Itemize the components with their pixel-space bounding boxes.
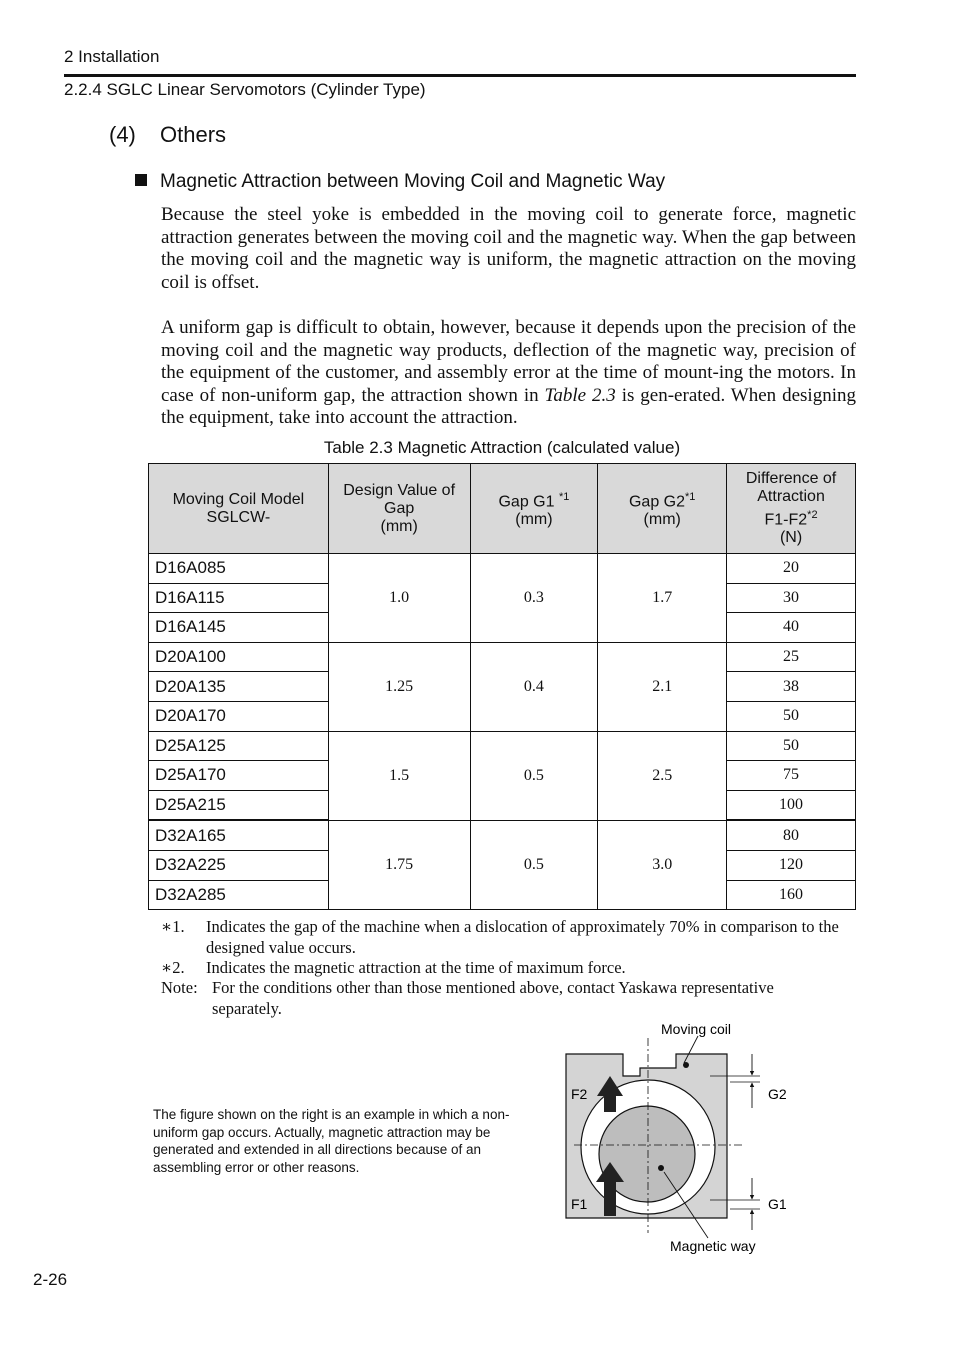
difference-cell: 20 — [727, 554, 856, 584]
difference-cell: 120 — [727, 850, 856, 880]
figure-caption: The figure shown on the right is an example in which a non-uniform gap occurs. Actually, magnetic attraction may be generated and extended in all directions because of an assembling error or other reasons. — [153, 1107, 510, 1175]
difference-cell: 50 — [727, 701, 856, 731]
footnote-2 — [161, 958, 861, 979]
moving-coil-label: Moving coil — [661, 1021, 732, 1037]
magnetic-way-label: Magnetic way — [670, 1238, 756, 1254]
design-gap-cell: 1.75 — [328, 820, 470, 909]
model-cell: D16A145 — [149, 613, 329, 643]
difference-cell: 50 — [727, 731, 856, 761]
paragraph-2 — [161, 317, 856, 430]
model-cell: D16A115 — [149, 583, 329, 613]
footnote-1 — [161, 917, 861, 958]
header-model: Moving Coil Model SGLCW- — [149, 464, 329, 554]
gap-g2-cell: 2.1 — [598, 642, 727, 731]
gap-diagram — [560, 1018, 820, 1263]
table-row — [149, 820, 856, 850]
g2-label: G2 — [768, 1086, 787, 1102]
difference-cell: 160 — [727, 880, 856, 910]
subsection-label: Others — [160, 122, 227, 147]
difference-cell: 30 — [727, 583, 856, 613]
page-number: 2-26 — [33, 1270, 68, 1289]
gap-g1-cell: 0.5 — [470, 731, 598, 820]
difference-cell: 25 — [727, 642, 856, 672]
magnetic-attraction-table — [148, 463, 856, 910]
header-difference: Difference of Attraction F1-F2$^{*2}$ (N) — [727, 464, 856, 554]
chapter-header: 2 Installation — [64, 47, 160, 66]
gap-g2-cell: 1.7 — [598, 554, 727, 643]
design-gap-cell: 1.25 — [328, 642, 470, 731]
f2-label: F2 — [571, 1086, 588, 1102]
footnote-1-mark: ∗1. — [161, 917, 185, 936]
table-row — [149, 554, 856, 584]
header-gap-g2: Gap G2$^{*1}$ (mm) — [598, 464, 727, 554]
subsection-title — [109, 122, 226, 148]
model-cell: D32A285 — [149, 880, 329, 910]
subsection-number: (4) — [109, 122, 136, 147]
model-cell: D25A215 — [149, 790, 329, 820]
square-bullet-icon — [135, 174, 147, 186]
table-row — [149, 642, 856, 672]
model-cell: D20A135 — [149, 672, 329, 702]
header-gap-g1: Gap G1 $^{*1}$ (mm) — [470, 464, 598, 554]
gap-g2-cell: 3.0 — [598, 820, 727, 909]
note-mark: Note: — [161, 978, 198, 997]
model-cell: D20A100 — [149, 642, 329, 672]
bullet-heading — [135, 171, 665, 193]
gap-g2-cell: 2.5 — [598, 731, 727, 820]
design-gap-cell: 1.5 — [328, 731, 470, 820]
g1-label: G1 — [768, 1196, 787, 1212]
note-text: For the conditions other than those mentioned above, contact Yaskawa representative separately. — [212, 978, 774, 1018]
difference-cell: 40 — [727, 613, 856, 643]
model-cell: D25A125 — [149, 731, 329, 761]
design-gap-cell: 1.0 — [328, 554, 470, 643]
footnote-1-text: Indicates the gap of the machine when a dislocation of approximately 70% in comparison to the designed value occurs. — [206, 917, 839, 957]
footnote-2-text: Indicates the magnetic attraction at the time of maximum force. — [206, 958, 626, 977]
header-rule — [64, 74, 856, 77]
model-cell: D32A225 — [149, 850, 329, 880]
table-reference: Table 2.3 — [544, 384, 616, 406]
difference-cell: 38 — [727, 672, 856, 702]
gap-g1-cell: 0.5 — [470, 820, 598, 909]
bullet-heading-text: Magnetic Attraction between Moving Coil and Magnetic Way — [160, 171, 666, 192]
difference-cell: 80 — [727, 820, 856, 850]
model-cell: D20A170 — [149, 701, 329, 731]
header-design-value: Design Value of Gap (mm) — [328, 464, 470, 554]
gap-g1-cell: 0.4 — [470, 642, 598, 731]
difference-cell: 75 — [727, 761, 856, 791]
difference-cell: 100 — [727, 790, 856, 820]
model-cell: D25A170 — [149, 761, 329, 791]
gap-g1-cell: 0.3 — [470, 554, 598, 643]
section-header: 2.2.4 SGLC Linear Servomotors (Cylinder Type) — [64, 80, 426, 99]
paragraph-2-after: is gen-erated. When designing the equipment, take into account the attraction. — [161, 384, 856, 429]
paragraph-2-before: A uniform gap is difficult to obtain, however, because it depends upon the precision of the moving coil and the magnetic way products, deflection of the magnetic way, precision of the equipment of the customer, and assembly error at the time of mount-ing the motors. In case of non-uniform gap, the attraction shown in — [161, 317, 856, 406]
model-cell: D32A165 — [149, 820, 329, 850]
model-cell: D16A085 — [149, 554, 329, 584]
f1-label: F1 — [571, 1196, 588, 1212]
note — [161, 978, 841, 1019]
paragraph-1: Because the steel yoke is embedded in the moving coil to generate force, magnetic attraction generates between the moving coil and the magnetic way. When the gap between the moving coil and the magnetic way is uniform, the magnetic attraction on the moving coil is offset. — [161, 204, 856, 293]
table-caption: Table 2.3 Magnetic Attraction (calculated value) — [323, 438, 681, 457]
footnote-2-mark: ∗2. — [161, 958, 185, 977]
table-row — [149, 731, 856, 761]
